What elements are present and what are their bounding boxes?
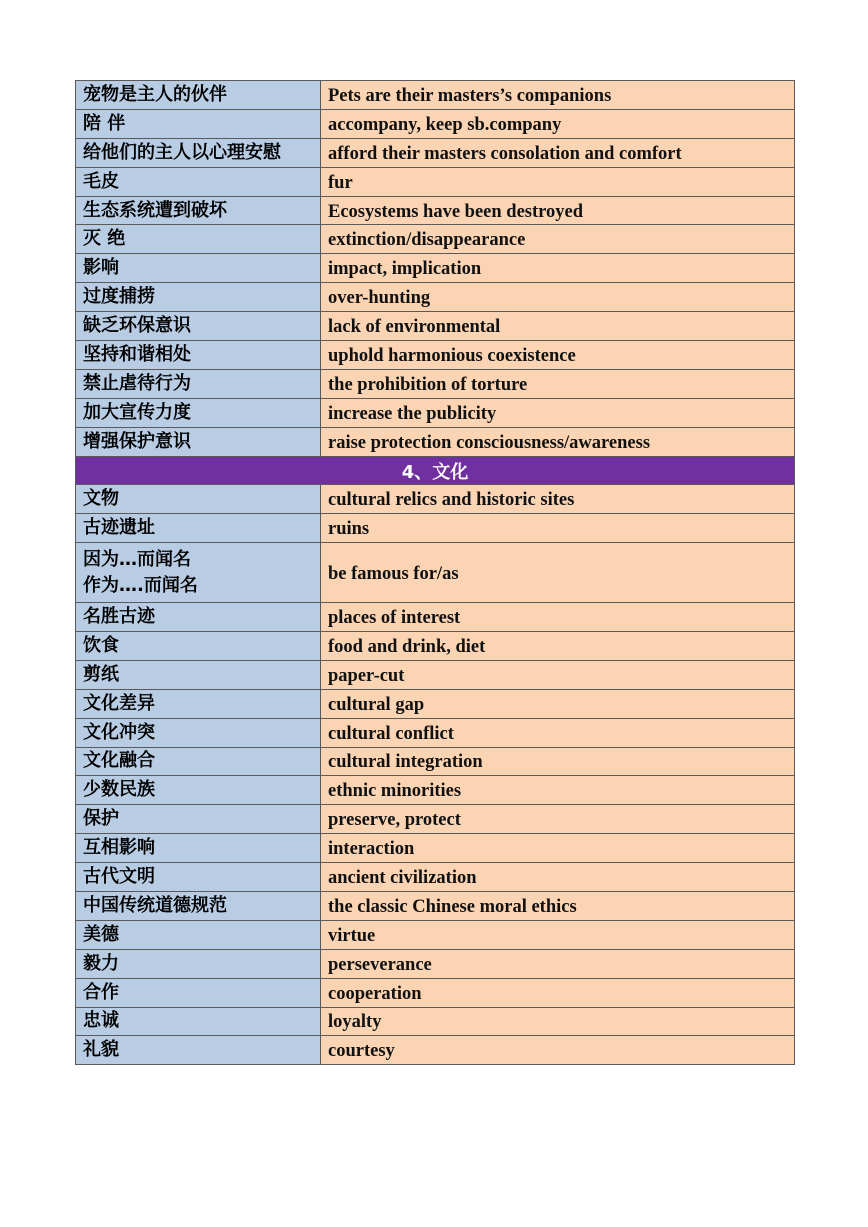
table-row xyxy=(76,863,795,892)
english-translation: afford their masters consolation and comfort xyxy=(321,138,795,167)
chinese-term: 影响 xyxy=(76,254,321,283)
table-row xyxy=(76,312,795,341)
chinese-term: 保护 xyxy=(76,805,321,834)
chinese-term: 互相影响 xyxy=(76,834,321,863)
table-row xyxy=(76,603,795,632)
chinese-term: 中国传统道德规范 xyxy=(76,891,321,920)
chinese-term: 忠诚 xyxy=(76,1007,321,1036)
table-row xyxy=(76,718,795,747)
section-header-row xyxy=(76,456,795,485)
english-translation: raise protection consciousness/awareness xyxy=(321,427,795,456)
english-translation: places of interest xyxy=(321,603,795,632)
table-row xyxy=(76,660,795,689)
chinese-term: 缺乏环保意识 xyxy=(76,312,321,341)
english-translation: cultural conflict xyxy=(321,718,795,747)
chinese-term: 生态系统遭到破坏 xyxy=(76,196,321,225)
english-translation: cultural gap xyxy=(321,689,795,718)
chinese-term: 陪 伴 xyxy=(76,109,321,138)
english-translation: Pets are their masters’s companions xyxy=(321,81,795,110)
english-translation: ancient civilization xyxy=(321,863,795,892)
english-translation: loyalty xyxy=(321,1007,795,1036)
english-translation: over-hunting xyxy=(321,283,795,312)
table-row xyxy=(76,109,795,138)
chinese-term: 毛皮 xyxy=(76,167,321,196)
table-row xyxy=(76,891,795,920)
chinese-term: 文化融合 xyxy=(76,747,321,776)
english-translation: increase the publicity xyxy=(321,398,795,427)
table-row xyxy=(76,834,795,863)
english-translation: accompany, keep sb.company xyxy=(321,109,795,138)
table-row xyxy=(76,283,795,312)
english-translation: the classic Chinese moral ethics xyxy=(321,891,795,920)
table-row xyxy=(76,920,795,949)
table-row xyxy=(76,978,795,1007)
vocabulary-table-body xyxy=(76,81,795,1065)
chinese-term: 合作 xyxy=(76,978,321,1007)
english-translation: courtesy xyxy=(321,1036,795,1065)
section-title: 4、文化 xyxy=(76,456,795,485)
chinese-term: 坚持和谐相处 xyxy=(76,341,321,370)
chinese-term: 古迹遗址 xyxy=(76,514,321,543)
english-translation: ruins xyxy=(321,514,795,543)
english-translation: lack of environmental xyxy=(321,312,795,341)
table-row xyxy=(76,225,795,254)
chinese-term: 过度捕捞 xyxy=(76,283,321,312)
english-translation: cultural integration xyxy=(321,747,795,776)
table-row xyxy=(76,805,795,834)
chinese-term: 饮食 xyxy=(76,631,321,660)
english-translation: be famous for/as xyxy=(321,543,795,603)
table-row xyxy=(76,949,795,978)
chinese-term: 文化冲突 xyxy=(76,718,321,747)
table-row xyxy=(76,427,795,456)
table-row xyxy=(76,1007,795,1036)
table-row xyxy=(76,369,795,398)
english-translation: interaction xyxy=(321,834,795,863)
english-translation: perseverance xyxy=(321,949,795,978)
chinese-term: 美德 xyxy=(76,920,321,949)
chinese-term: 名胜古迹 xyxy=(76,603,321,632)
english-translation: cooperation xyxy=(321,978,795,1007)
english-translation: preserve, protect xyxy=(321,805,795,834)
chinese-term: 剪纸 xyxy=(76,660,321,689)
english-translation: food and drink, diet xyxy=(321,631,795,660)
chinese-term: 少数民族 xyxy=(76,776,321,805)
english-translation: cultural relics and historic sites xyxy=(321,485,795,514)
table-row xyxy=(76,167,795,196)
table-row xyxy=(76,341,795,370)
chinese-term: 古代文明 xyxy=(76,863,321,892)
english-translation: impact, implication xyxy=(321,254,795,283)
english-translation: virtue xyxy=(321,920,795,949)
table-row xyxy=(76,138,795,167)
chinese-term: 禁止虐待行为 xyxy=(76,369,321,398)
chinese-term: 加大宣传力度 xyxy=(76,398,321,427)
vocabulary-table xyxy=(75,80,795,1065)
table-row xyxy=(76,747,795,776)
table-row xyxy=(76,254,795,283)
english-translation: paper-cut xyxy=(321,660,795,689)
table-row xyxy=(76,81,795,110)
english-translation: uphold harmonious coexistence xyxy=(321,341,795,370)
english-translation: extinction/disappearance xyxy=(321,225,795,254)
chinese-term: 灭 绝 xyxy=(76,225,321,254)
table-row xyxy=(76,514,795,543)
chinese-term: 给他们的主人以心理安慰 xyxy=(76,138,321,167)
chinese-term: 宠物是主人的伙伴 xyxy=(76,81,321,110)
chinese-term: 因为…而闻名 作为….而闻名 xyxy=(76,543,321,603)
chinese-term: 增强保护意识 xyxy=(76,427,321,456)
table-row xyxy=(76,196,795,225)
table-row xyxy=(76,1036,795,1065)
table-row xyxy=(76,776,795,805)
table-row xyxy=(76,631,795,660)
chinese-term: 毅力 xyxy=(76,949,321,978)
english-translation: the prohibition of torture xyxy=(321,369,795,398)
english-translation: ethnic minorities xyxy=(321,776,795,805)
table-row xyxy=(76,543,795,603)
chinese-term: 文化差异 xyxy=(76,689,321,718)
table-row xyxy=(76,689,795,718)
table-row xyxy=(76,398,795,427)
english-translation: Ecosystems have been destroyed xyxy=(321,196,795,225)
table-row xyxy=(76,485,795,514)
chinese-term: 文物 xyxy=(76,485,321,514)
chinese-term: 礼貌 xyxy=(76,1036,321,1065)
english-translation: fur xyxy=(321,167,795,196)
